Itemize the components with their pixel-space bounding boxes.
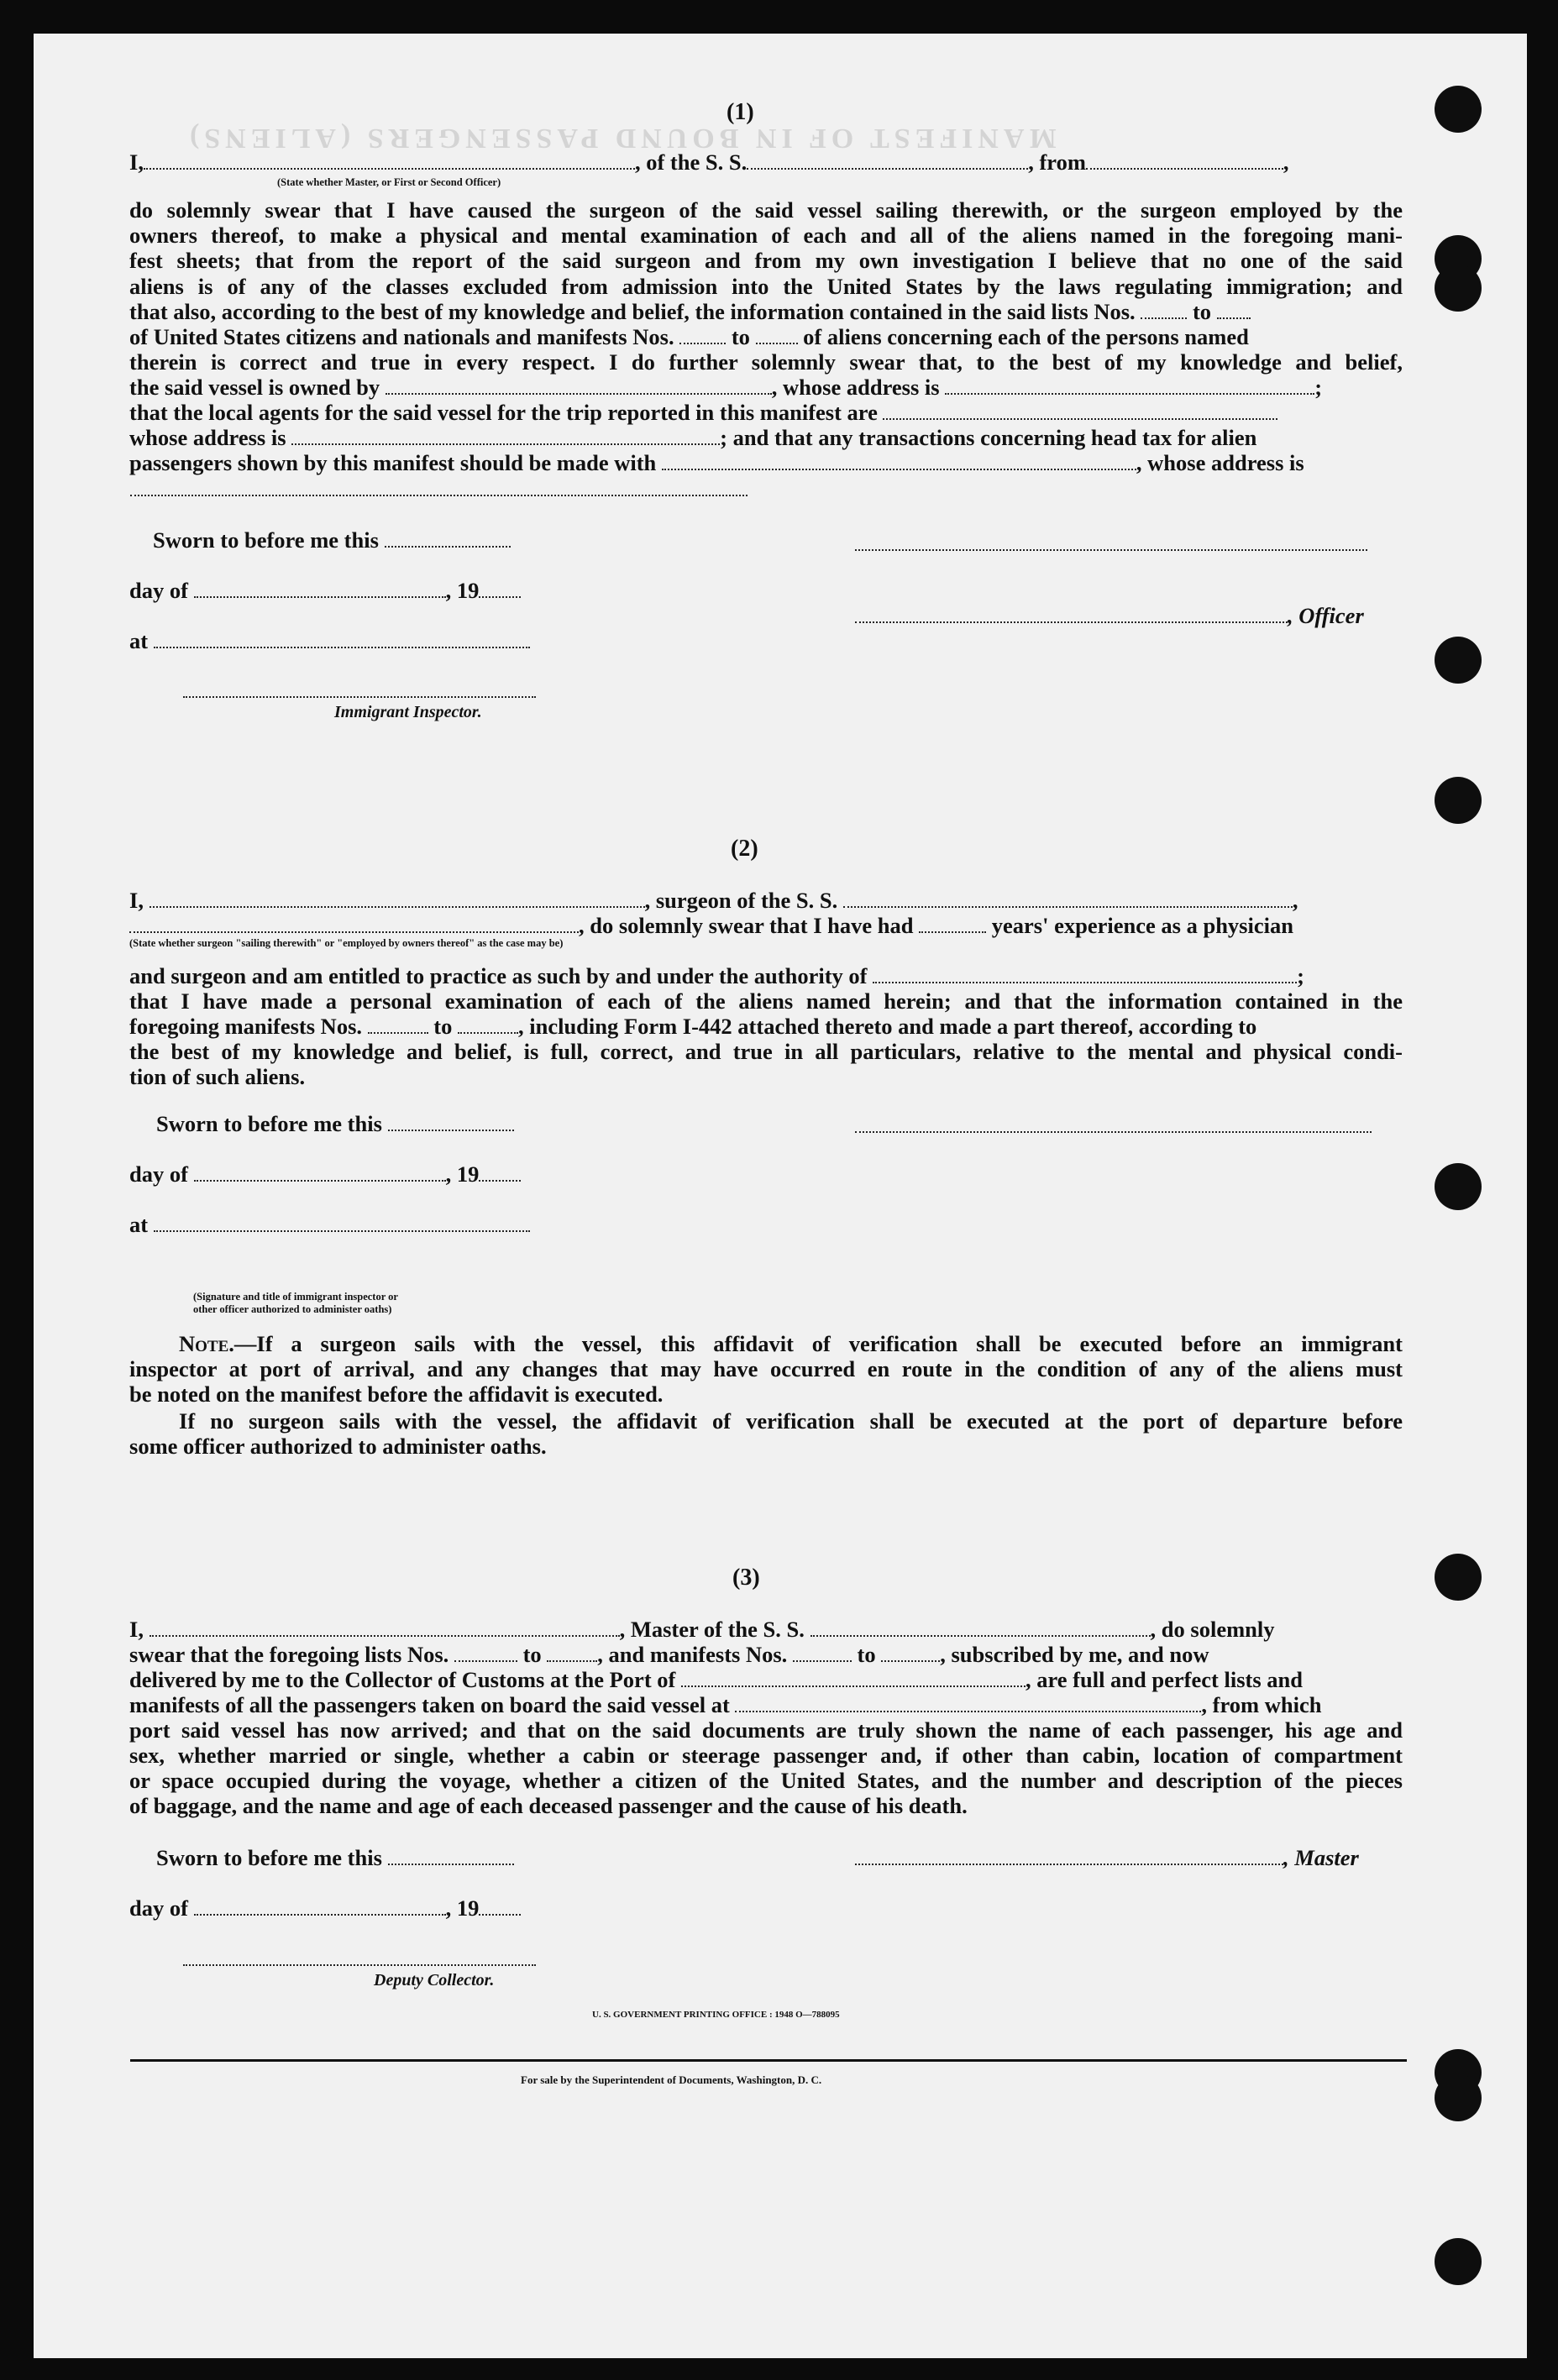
s3-text-line: port said vessel has now arrived; and that on the said documents are truly shown the name of each passenger, his age and <box>129 1717 1403 1743</box>
s2-surgeon-hint: (State whether surgeon "sailing therewith" or "employed by owners thereof" as the case may be) <box>129 937 564 949</box>
s1-at: at <box>129 628 530 654</box>
s2-text-line: tion of such aliens. <box>129 1064 306 1089</box>
s3-day: day of , 19 <box>129 1895 521 1921</box>
s2-at: at <box>129 1212 530 1238</box>
s1-text-line: aliens is of any of the classes excluded from admission into the United States by the laws regulating immigration; and <box>129 274 1403 299</box>
punch-hole <box>1435 265 1482 312</box>
s1-text-line: of United States citizens and nationals and manifests Nos. to of aliens concerning each of the persons named <box>129 324 1249 349</box>
s3-text-line: or space occupied during the voyage, whether a citizen of the United States, and the number and description of the pieces <box>129 1768 1403 1793</box>
s3-text-line: of baggage, and the name and age of each deceased passenger and the cause of his death. <box>129 1793 968 1818</box>
punch-hole <box>1435 1163 1482 1210</box>
s3-text-line: sex, whether married or single, whether a cabin or steerage passenger and, if other than cabin, location of compartment <box>129 1743 1403 1768</box>
s2-day: day of , 19 <box>129 1161 521 1187</box>
s3-text-line: delivered by me to the Collector of Customs at the Port of , are full and perfect lists and <box>129 1667 1303 1692</box>
punch-hole <box>1435 777 1482 824</box>
sale-notice: For sale by the Superintendent of Documents, Washington, D. C. <box>521 2073 822 2086</box>
s2-text-line: foregoing manifests Nos. to , including Form I-442 attached thereto and made a part thereof, according to <box>129 1014 1257 1039</box>
s1-officer-hint: (State whether Master, or First or Second Officer) <box>277 176 501 188</box>
s1-text-line: therein is correct and true in every respect. I do further solemnly swear that, to the best of my knowledge and belief, <box>129 349 1403 375</box>
s2-note-line: some officer authorized to administer oaths. <box>129 1434 547 1459</box>
footer-rule <box>130 2059 1407 2062</box>
s2-note-line: inspector at port of arrival, and any changes that may have occurred en route in the condition of any of the aliens must <box>129 1356 1403 1381</box>
s2-note-line: Note.—If a surgeon sails with the vessel, this affidavit of verification shall be executed before an immigrant <box>179 1331 1403 1356</box>
s3-master: , Master <box>855 1845 1359 1871</box>
s1-text-line: the said vessel is owned by , whose address is ; <box>129 375 1323 400</box>
s2-note-line: If no surgeon sails with the vessel, the affidavit of verification shall be executed at the port of departure before <box>179 1408 1403 1434</box>
s2-sworn: Sworn to before me this <box>156 1111 514 1137</box>
s3-line-master: I, , Master of the S. S. , do solemnly <box>129 1617 1275 1642</box>
s1-text-line: fest sheets; that from the report of the said surgeon and from my own investigation I believe that no one of the said <box>129 248 1403 273</box>
punch-hole <box>1435 86 1482 133</box>
s1-address-line <box>130 491 748 496</box>
s3-sworn: Sworn to before me this <box>156 1845 514 1871</box>
s1-line-officer: I, , of the S. S. , from , <box>129 149 1289 175</box>
s1-inspector-line <box>183 693 536 698</box>
s1-text-line: passengers shown by this manifest should be made with , whose address is <box>129 450 1304 475</box>
s2-line-surgeon: I, , surgeon of the S. S. , <box>129 888 1298 913</box>
gpo-imprint: U. S. GOVERNMENT PRINTING OFFICE : 1948 O—788095 <box>592 2010 840 2020</box>
s1-text-line: owners thereof, to make a physical and mental examination of each and all of the aliens named in the foregoing mani- <box>129 223 1403 248</box>
s1-day: day of , 19 <box>129 578 521 604</box>
s2-sig-hint: (Signature and title of immigrant inspector or <box>193 1291 398 1303</box>
s2-text-line: and surgeon and am entitled to practice as such by and under the authority of ; <box>129 963 1304 988</box>
s2-text-line: that I have made a personal examination of each of the aliens named herein; and that the information contained in the <box>129 988 1403 1014</box>
s3-text-line: swear that the foregoing lists Nos. to , and manifests Nos. to , subscribed by me, and now <box>129 1642 1209 1667</box>
section-2-number: (2) <box>731 836 758 862</box>
s1-text-line: that also, according to the best of my knowledge and belief, the information contained in the said lists Nos. to <box>129 299 1403 326</box>
form-page <box>34 34 1527 2358</box>
s1-sworn: Sworn to before me this <box>153 527 511 553</box>
bleed-through-header: MANIFEST OF IN BOUND PASSENGERS (ALIENS) <box>185 123 1057 154</box>
s3-text-line: manifests of all the passengers taken on board the said vessel at , from which <box>129 1692 1322 1717</box>
s1-text-line: whose address is ; and that any transactions concerning head tax for alien <box>129 425 1257 450</box>
s1-signature-line <box>855 546 1367 551</box>
s1-text-line: do solemnly swear that I have caused the surgeon of the said vessel sailing therewith, or the surgeon employed by the <box>129 197 1403 223</box>
punch-hole <box>1435 2238 1482 2285</box>
punch-hole <box>1435 2074 1482 2121</box>
s2-line-experience: , do solemnly swear that I have had years' experience as a physician <box>129 913 1403 940</box>
s3-deputy-label: Deputy Collector. <box>374 1971 495 1989</box>
s2-signature-line <box>855 1128 1372 1133</box>
s1-inspector-label: Immigrant Inspector. <box>334 703 482 721</box>
section-1-number: (1) <box>727 99 754 125</box>
punch-hole <box>1435 637 1482 684</box>
s2-note-line: be noted on the manifest before the affidavit is executed. <box>129 1381 664 1407</box>
s1-text-line: that the local agents for the said vessel for the trip reported in this manifest are <box>129 400 1403 427</box>
s2-text-line: the best of my knowledge and belief, is full, correct, and true in all particulars, relative to the mental and physical condi- <box>129 1039 1403 1064</box>
section-3-number: (3) <box>732 1565 760 1591</box>
punch-hole <box>1435 1554 1482 1601</box>
s2-sig-hint: other officer authorized to administer oaths) <box>193 1303 392 1315</box>
s1-officer: , Officer <box>855 603 1364 629</box>
s3-deputy-line <box>183 1961 536 1966</box>
